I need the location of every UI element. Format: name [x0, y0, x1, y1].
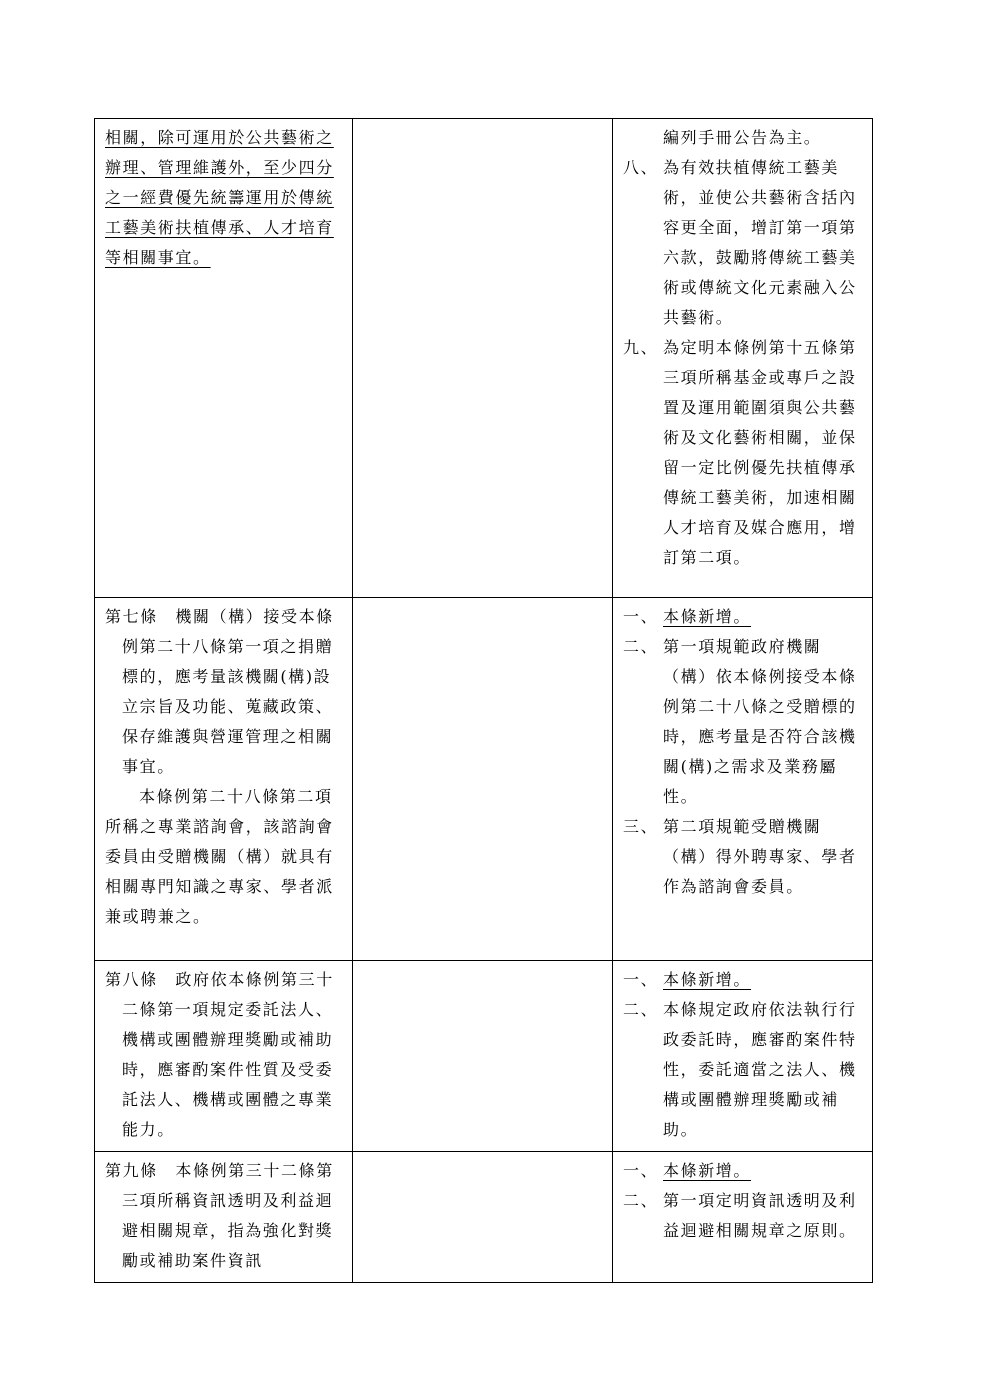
explanation-cell — [613, 1152, 873, 1283]
item-text: 本條新增。 — [663, 607, 752, 626]
item-number: 九、 — [623, 338, 659, 357]
item-text: 為定明本條例第十五條第三項所稱基金或專戶之設置及運用範圍須與公共藝術及文化藝術相關，並保留一定比例優先扶植傳承傳統工藝美術，加速相關人才培育及媒合應用，增訂第二項。 — [663, 338, 857, 567]
item-number: 八、 — [623, 158, 659, 177]
new-provision-cell — [95, 119, 353, 598]
article-eight: 第八條 政府依本條例第三十二條第一項規定委託法人、機構或團體辦理獎勵或補助時，應審酌案件性質及受委託法人、機構或團體之專業能力。 — [105, 970, 334, 1139]
item-text: 本條新增。 — [663, 970, 752, 989]
explanation-item — [623, 812, 864, 902]
explanation-cell — [613, 598, 873, 961]
explanation-item — [623, 153, 864, 333]
item-text: 為有效扶植傳統工藝美術，並使公共藝術含括內容更全面，增訂第一項第六款，鼓勵將傳統工藝美術或傳統文化元素融入公共藝術。 — [663, 158, 857, 327]
item-number: 一、 — [623, 607, 659, 626]
item-text: 第二項規範受贈機關（構）得外聘專家、學者作為諮詢會委員。 — [663, 817, 857, 896]
current-provision-cell — [353, 961, 613, 1152]
current-provision-cell — [353, 119, 613, 598]
explanation-continued: 編列手冊公告為主。 — [663, 128, 822, 147]
explanation-item — [623, 632, 864, 812]
amended-text: 相關，除可運用於公共藝術之辦理、管理維護外，至少四分之一經費優先統籌運用於傳統工藝美術扶植傳承、人才培育等相關事宜。 — [105, 128, 334, 267]
item-number: 一、 — [623, 970, 659, 989]
current-provision-cell — [353, 598, 613, 961]
current-provision-cell — [353, 1152, 613, 1283]
table-row — [95, 1152, 873, 1283]
explanation-item — [623, 995, 864, 1145]
item-text: 本條規定政府依法執行行政委託時，應審酌案件特性，委託適當之法人、機構或團體辦理獎勵或補助。 — [663, 1000, 857, 1139]
item-text: 第一項規範政府機關（構）依本條例接受本條例第二十八條之受贈標的時，應考量是否符合該機關(構)之需求及業務屬性。 — [663, 637, 857, 806]
explanation-item — [623, 1156, 864, 1186]
article-seven-paragraph-two: 本條例第二十八條第二項所稱之專業諮詢會，該諮詢會委員由受贈機關（構）就具有相關專門知識之專家、學者派兼或聘兼之。 — [105, 787, 334, 926]
explanation-item — [623, 1186, 864, 1246]
explanation-item — [623, 333, 864, 573]
article-seven: 第七條 機關（構）接受本條例第二十八條第一項之捐贈標的，應考量該機關(構)設立宗旨及功能、蒐藏政策、保存維護與營運管理之相關事宜。 — [105, 607, 334, 776]
item-number: 二、 — [623, 637, 659, 656]
comparison-table — [94, 118, 873, 1283]
item-number: 一、 — [623, 1161, 659, 1180]
item-number: 三、 — [623, 817, 659, 836]
new-provision-cell — [95, 1152, 353, 1283]
table-row — [95, 961, 873, 1152]
item-number: 二、 — [623, 1000, 659, 1019]
item-text: 第一項定明資訊透明及利益迴避相關規章之原則。 — [663, 1191, 857, 1240]
explanation-cell — [613, 961, 873, 1152]
new-provision-cell — [95, 598, 353, 961]
table-row — [95, 119, 873, 598]
item-text: 本條新增。 — [663, 1161, 752, 1180]
new-provision-cell — [95, 961, 353, 1152]
item-number: 二、 — [623, 1191, 659, 1210]
explanation-item — [623, 965, 864, 995]
explanation-cell — [613, 119, 873, 598]
table-row — [95, 598, 873, 961]
explanation-item — [623, 602, 864, 632]
article-nine: 第九條 本條例第三十二條第三項所稱資訊透明及利益迴避相關規章，指為強化對獎勵或補助案件資訊 — [105, 1161, 334, 1270]
